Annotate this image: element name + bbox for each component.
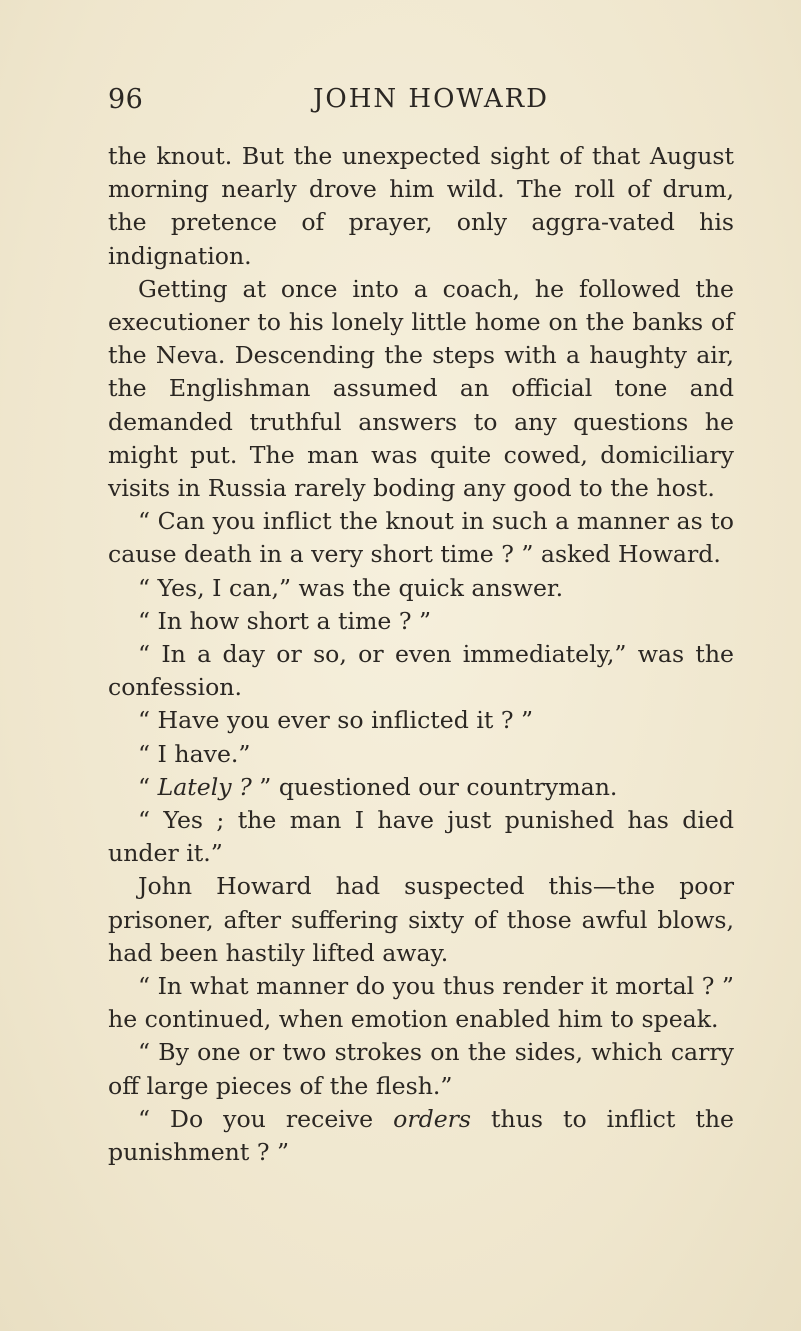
body-text <box>108 140 734 1169</box>
paragraph <box>108 738 734 771</box>
page-number: 96 <box>108 84 144 115</box>
paragraph-text: “ In a day or so, or even immediately,” was the confession. <box>108 640 734 702</box>
paragraph <box>108 505 734 571</box>
paragraph <box>108 605 734 638</box>
paragraph <box>108 273 734 505</box>
paragraph <box>108 1036 734 1102</box>
paragraph-text: “ By one or two strokes on the sides, which carry off large pieces of the flesh.” <box>108 1038 734 1100</box>
paragraph <box>108 870 734 970</box>
paragraph-text: “ I have.” <box>138 739 251 768</box>
paragraph <box>108 638 734 704</box>
paragraph-text: John Howard had suspected this—the poor prisoner, after suffering sixty of those awful blows, had been hastily lifted away. <box>108 872 734 967</box>
paragraph <box>108 140 734 273</box>
running-head <box>108 84 734 124</box>
paragraph-text: “ Can you inflict the knout in such a manner as to cause death in a very short time ? ” asked Howard. <box>108 507 734 569</box>
paragraph <box>108 804 734 870</box>
paragraph-text: “ <box>138 772 158 801</box>
paragraph <box>108 572 734 605</box>
paragraph <box>108 1103 734 1169</box>
paragraph-text: “ Yes, I can,” was the quick answer. <box>138 573 564 602</box>
paragraph-text: “ Have you ever so inflicted it ? ” <box>138 706 534 735</box>
paragraph <box>108 970 734 1036</box>
paragraph-text: thus to inflict the punishment ? ” <box>108 1104 734 1167</box>
paragraph <box>108 771 734 804</box>
paragraph-text: “ In how short a time ? ” <box>138 606 432 635</box>
paragraph-text: “ Yes ; the man I have just punished has died under it.” <box>108 806 734 868</box>
paragraph-text: ” questioned our countryman. <box>251 772 618 801</box>
running-title: JOHN HOWARD <box>312 84 550 114</box>
italic-text: Lately ? <box>157 772 252 801</box>
paragraph-text: “ Do you receive <box>138 1104 394 1133</box>
paragraph-text: the knout. But the unexpected sight of that August morning nearly drove him wild. The roll of drum, the pretence of prayer, only aggra-vated his indignation. <box>108 142 734 270</box>
italic-text: orders <box>393 1104 472 1133</box>
paragraph <box>108 704 734 737</box>
paragraph-text: Getting at once into a coach, he followed the executioner to his lonely little home on the banks of the Neva. Descending the steps with a haughty air, the Englishman assumed an official tone and demanded truthful answers to any questions he might put. The man was quite cowed, domiciliary visits in Russia rarely boding any good to the host. <box>108 274 734 503</box>
paragraph-text: “ In what manner do you thus render it mortal ? ” he continued, when emotion enabled him to speak. <box>108 972 734 1034</box>
